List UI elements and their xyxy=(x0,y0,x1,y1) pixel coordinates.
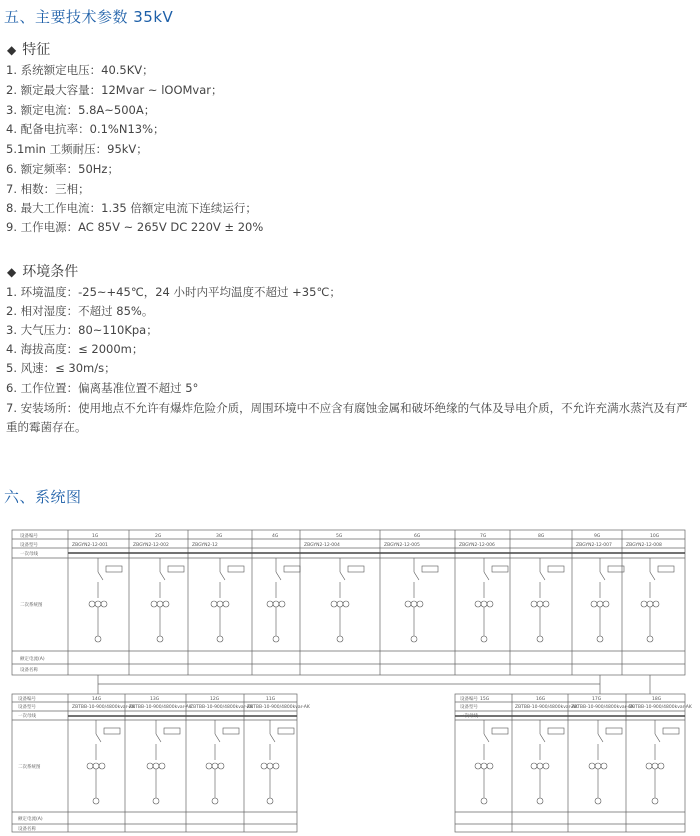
schematic-symbol xyxy=(212,763,218,769)
schematic-symbol xyxy=(106,566,122,572)
schematic-symbol xyxy=(261,763,267,769)
schematic-symbol xyxy=(548,728,564,734)
schematic-symbol xyxy=(95,601,101,607)
schematic-symbol xyxy=(276,572,281,580)
environment-item: 2. 相对湿度：不超过 85%。 xyxy=(6,304,154,318)
schematic-symbol xyxy=(484,572,489,580)
feature-item: 9. 工作电源：AC 85V ~ 265V DC 220V ± 20% xyxy=(6,220,264,234)
feature-item: 5.1min 工频耐压：95kV； xyxy=(6,142,148,156)
schematic-symbol xyxy=(101,601,107,607)
column-header: 8G xyxy=(538,534,545,539)
schematic-symbol xyxy=(159,763,165,769)
schematic-symbol xyxy=(422,566,438,572)
row-label: 二次系统图 xyxy=(20,603,43,608)
schematic-symbol xyxy=(600,572,605,580)
column-header: 11G xyxy=(266,697,276,702)
schematic-symbol xyxy=(487,601,493,607)
schematic-symbol xyxy=(98,572,103,580)
column-header: 15G xyxy=(480,697,490,702)
schematic-symbol xyxy=(475,763,481,769)
schematic-symbol xyxy=(540,734,545,742)
schematic-symbol xyxy=(484,734,489,742)
bottom-left-panel-frame xyxy=(12,694,297,832)
feature-item: 2. 额定最大容量：12Mvar ~ lOOMvar； xyxy=(6,83,223,97)
section-title-system-diagram: 六、系统图 xyxy=(4,488,82,506)
schematic-symbol xyxy=(89,601,95,607)
column-model: ZBTBB-10-900/4800kvar-AK xyxy=(629,705,692,710)
environment-item: 6. 工作位置：偏离基准位置不超过 5° xyxy=(6,381,199,395)
schematic-symbol xyxy=(475,601,481,607)
schematic-symbol xyxy=(481,601,487,607)
row-label: 设备型号 xyxy=(20,543,38,548)
schematic-symbol xyxy=(481,798,487,804)
schematic-symbol xyxy=(273,763,279,769)
schematic-symbol xyxy=(589,763,595,769)
schematic-symbol xyxy=(215,734,220,742)
column-header: 5G xyxy=(336,534,343,539)
row-label: 二次系统图 xyxy=(18,765,41,770)
feature-item: 3. 额定电流：5.8A~500A； xyxy=(6,103,156,117)
diamond-bullet-icon: ◆ xyxy=(7,265,17,279)
schematic-symbol xyxy=(220,572,225,580)
column-header: 9G xyxy=(594,534,601,539)
schematic-symbol xyxy=(211,601,217,607)
section-title-params: 五、主要技术参数 35kV xyxy=(4,8,174,26)
column-header: 2G xyxy=(155,534,162,539)
schematic-symbol xyxy=(608,566,624,572)
feature-item: 4. 配备电抗率：0.1%N13%； xyxy=(6,122,165,136)
row-label: 设备型号 xyxy=(18,705,36,710)
row-label: 设备编号 xyxy=(20,534,38,539)
column-header: 6G xyxy=(414,534,421,539)
schematic-symbol xyxy=(93,798,99,804)
column-header: 3G xyxy=(216,534,223,539)
schematic-symbol xyxy=(160,572,165,580)
column-header: 17G xyxy=(592,697,602,702)
schematic-symbol xyxy=(223,728,239,734)
column-model: ZBTBB-10-900/4800kvar-AK xyxy=(72,705,135,710)
environment-item: 4. 海拔高度：≤ 2000m； xyxy=(6,342,144,356)
schematic-symbol xyxy=(157,636,163,642)
schematic-symbol xyxy=(481,636,487,642)
schematic-symbol xyxy=(96,734,101,742)
column-header: 4G xyxy=(272,534,279,539)
schematic-symbol xyxy=(492,566,508,572)
schematic-symbol xyxy=(163,601,169,607)
schematic-symbol xyxy=(411,636,417,642)
diamond-bullet-icon: ◆ xyxy=(7,43,17,57)
features-heading-text: 特征 xyxy=(22,42,51,58)
column-model: ZBGYN2-12-006 xyxy=(459,543,495,548)
schematic-symbol xyxy=(601,763,607,769)
schematic-symbol xyxy=(331,601,337,607)
schematic-symbol xyxy=(147,763,153,769)
column-header: 12G xyxy=(210,697,220,702)
schematic-symbol xyxy=(223,601,229,607)
schematic-symbol xyxy=(606,728,622,734)
schematic-symbol xyxy=(597,636,603,642)
schematic-symbol xyxy=(537,798,543,804)
schematic-symbol xyxy=(343,601,349,607)
schematic-symbol xyxy=(658,566,674,572)
schematic-symbol xyxy=(540,572,545,580)
schematic-symbol xyxy=(531,601,537,607)
schematic-symbol xyxy=(492,728,508,734)
schematic-symbol xyxy=(270,734,275,742)
schematic-symbol xyxy=(537,636,543,642)
schematic-symbol xyxy=(658,763,664,769)
schematic-symbol xyxy=(157,601,163,607)
feature-item: 7. 相数：三相； xyxy=(6,182,90,196)
column-header: 18G xyxy=(652,697,662,702)
schematic-symbol xyxy=(647,636,653,642)
column-model: ZBTBB-10-900/4800kvar-AK xyxy=(571,705,634,710)
column-model: ZBGYN2-12-004 xyxy=(304,543,340,548)
schematic-symbol xyxy=(595,763,601,769)
schematic-symbol xyxy=(273,601,279,607)
schematic-symbol xyxy=(481,763,487,769)
row-label: 一次母线 xyxy=(18,714,36,719)
schematic-symbol xyxy=(543,601,549,607)
feature-item: 1. 系统额定电压：40.5KV； xyxy=(6,63,154,77)
environment-heading-text: 环境条件 xyxy=(22,264,79,280)
schematic-symbol xyxy=(646,763,652,769)
row-label: 设备编号 xyxy=(460,697,478,702)
schematic-symbol xyxy=(405,601,411,607)
schematic-symbol xyxy=(650,572,655,580)
column-model: ZBTBB-10-900/4800kvar-AK xyxy=(190,705,253,710)
schematic-symbol xyxy=(487,763,493,769)
environment-heading xyxy=(7,261,78,281)
row-label: 设备名称 xyxy=(18,827,36,832)
schematic-symbol xyxy=(206,763,212,769)
schematic-symbol xyxy=(543,763,549,769)
schematic-symbol xyxy=(228,566,244,572)
schematic-symbol xyxy=(99,763,105,769)
schematic-symbol xyxy=(548,566,564,572)
schematic-symbol xyxy=(340,572,345,580)
schematic-symbol xyxy=(591,601,597,607)
schematic-symbol xyxy=(652,798,658,804)
schematic-symbol xyxy=(337,601,343,607)
schematic-symbol xyxy=(217,601,223,607)
column-header: 1G xyxy=(92,534,99,539)
schematic-symbol xyxy=(411,601,417,607)
schematic-symbol xyxy=(87,763,93,769)
column-model: ZBTBB-10-900/4800kvar-AK xyxy=(129,705,192,710)
schematic-symbol xyxy=(537,601,543,607)
column-header: 16G xyxy=(536,697,546,702)
schematic-symbol xyxy=(348,566,364,572)
schematic-symbol xyxy=(218,763,224,769)
schematic-symbol xyxy=(655,734,660,742)
schematic-symbol xyxy=(267,601,273,607)
schematic-symbol xyxy=(597,601,603,607)
column-header: 13G xyxy=(150,697,160,702)
schematic-symbol xyxy=(151,601,157,607)
row-label: 额定电流(A) xyxy=(20,657,45,662)
schematic-symbol xyxy=(153,763,159,769)
column-header: 14G xyxy=(92,697,102,702)
schematic-symbol xyxy=(663,728,679,734)
schematic-symbol xyxy=(267,763,273,769)
schematic-symbol xyxy=(647,601,653,607)
schematic-symbol xyxy=(153,798,159,804)
schematic-symbol xyxy=(93,763,99,769)
schematic-symbol xyxy=(595,798,601,804)
row-label: 设备名称 xyxy=(20,668,38,673)
column-header: 7G xyxy=(480,534,487,539)
schematic-symbol xyxy=(641,601,647,607)
schematic-symbol xyxy=(603,601,609,607)
environment-item: 1. 环境温度：-25~+45℃，24 小时内平均温度不超过 +35℃； xyxy=(6,285,341,299)
feature-item: 6. 额定频率：50Hz； xyxy=(6,162,119,176)
schematic-symbol xyxy=(168,566,184,572)
schematic-symbol xyxy=(267,798,273,804)
schematic-symbol xyxy=(212,798,218,804)
features-heading xyxy=(7,39,50,59)
schematic-symbol xyxy=(278,728,294,734)
column-header: 10G xyxy=(650,534,660,539)
column-model: ZBGYN2-12-005 xyxy=(384,543,420,548)
schematic-symbol xyxy=(414,572,419,580)
column-model: ZBGYN2-12-001 xyxy=(72,543,108,548)
schematic-symbol xyxy=(531,763,537,769)
schematic-symbol xyxy=(652,763,658,769)
schematic-symbol xyxy=(417,601,423,607)
schematic-symbol xyxy=(337,636,343,642)
column-model: ZBGYN2-12 xyxy=(192,543,218,548)
row-label: 一次母线 xyxy=(20,552,38,557)
schematic-symbol xyxy=(279,601,285,607)
schematic-symbol xyxy=(104,728,120,734)
schematic-symbol xyxy=(217,636,223,642)
column-model: ZBGYN2-12-002 xyxy=(133,543,169,548)
column-model: ZBTBB-10-900/4800kvar-AK xyxy=(515,705,578,710)
row-label: 额定电流(A) xyxy=(18,817,43,822)
system-diagram xyxy=(0,506,700,836)
schematic-symbol xyxy=(164,728,180,734)
feature-item: 8. 最大工作电流：1.35 倍额定电流下连续运行； xyxy=(6,201,257,215)
column-model: ZBGYN2-12-008 xyxy=(626,543,662,548)
schematic-symbol xyxy=(95,636,101,642)
schematic-symbol xyxy=(284,566,300,572)
schematic-symbol xyxy=(653,601,659,607)
schematic-symbol xyxy=(273,636,279,642)
schematic-symbol xyxy=(598,734,603,742)
column-model: ZBGYN2-12-007 xyxy=(576,543,612,548)
row-label: 一次母线 xyxy=(460,714,478,719)
environment-item: 5. 风速：≤ 30m/s； xyxy=(6,361,116,375)
schematic-symbol xyxy=(537,763,543,769)
environment-item: 7. 安装场所：使用地点不允许有爆炸危险介质，周围环境中不应含有腐蚀金属和破坏绝缘的气体及导电介质，不允许充满水蒸汽及有严重的霉菌存在。 xyxy=(6,401,688,434)
environment-item: 3. 大气压力：80~110Kpa； xyxy=(6,323,158,337)
row-label: 设备编号 xyxy=(18,697,36,702)
column-model: ZBTBB-10-900/4800kvar-AK xyxy=(247,705,310,710)
row-label: 设备型号 xyxy=(460,705,478,710)
schematic-symbol xyxy=(156,734,161,742)
